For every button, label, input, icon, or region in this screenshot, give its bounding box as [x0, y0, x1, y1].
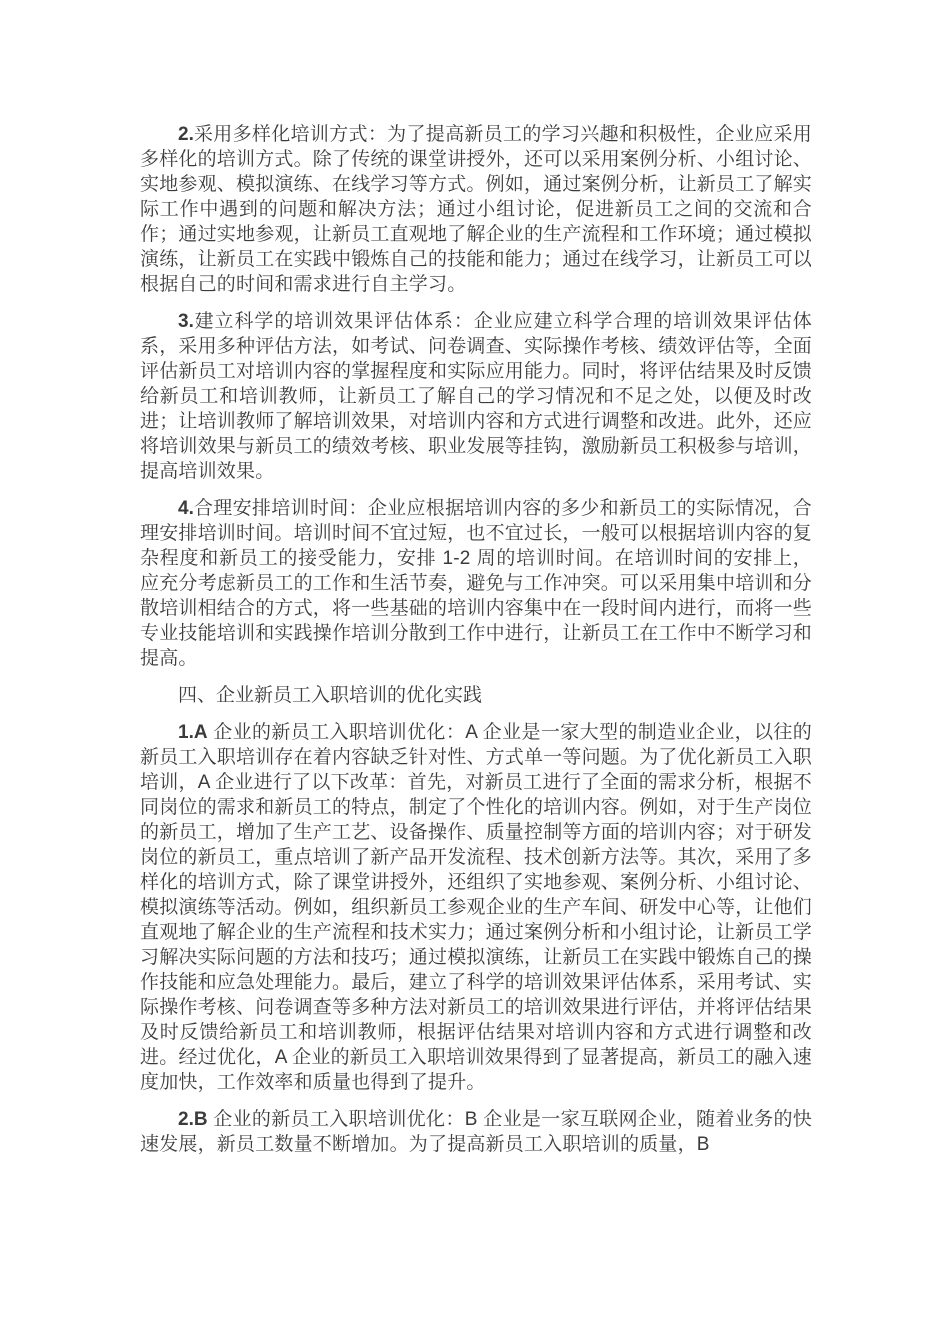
paragraph-3 — [140, 309, 812, 484]
paragraph-4 — [140, 496, 812, 671]
paragraph-2-text: 采用多样化培训方式：为了提高新员工的学习兴趣和积极性，企业应采用多样化的培训方式。除了传统的课堂讲授外，还可以采用案例分析、小组讨论、实地参观、模拟演练、在线学习等方式。例如，通过案例分析，让新员工了解实际工作中遇到的问题和解决方法；通过小组讨论，促进新员工之间的交流和合作；通过实地参观，让新员工直观地了解企业的生产流程和工作环境；通过模拟演练，让新员工在实践中锻炼自己的技能和能力；通过在线学习，让新员工可以根据自己的时间和需求进行自主学习。 — [140, 124, 813, 295]
document-content — [140, 122, 812, 1169]
paragraph-4-number: 4. — [178, 498, 194, 519]
paragraph-4-text: 合理安排培训时间：企业应根据培训内容的多少和新员工的实际情况，合理安排培训时间。培训时间不宜过短，也不宜过长，一般可以根据培训内容的复杂程度和新员工的接受能力，安排 1-2 周的培训时间。在培训时间的安排上，应充分考虑新员工的工作和生活节奏，避免与工作冲突。可以采用集中培训和分散培训相结合的方式，将一些基础的培训内容集中在一段时间内进行，而将一些专业技能培训和实践操作培训分散到工作中进行，让新员工在工作中不断学习和提高。 — [140, 498, 813, 669]
case-paragraph-2b-number: 2.B — [178, 1109, 208, 1130]
paragraph-2-number: 2. — [178, 124, 194, 145]
paragraph-3-number: 3. — [178, 311, 194, 332]
section-heading: 四、企业新员工入职培训的优化实践 — [178, 685, 483, 706]
paragraph-2 — [140, 122, 812, 297]
case-paragraph-1a-number: 1.A — [178, 722, 208, 743]
case-paragraph-1a — [140, 720, 812, 1095]
case-paragraph-2b-text: 企业的新员工入职培训优化：B 企业是一家互联网企业，随着业务的快速发展，新员工数量不断增加。为了提高新员工入职培训的质量，B — [140, 1109, 812, 1155]
case-paragraph-2b — [140, 1107, 812, 1157]
paragraph-3-text: 建立科学的培训效果评估体系：企业应建立科学合理的培训效果评估体系，采用多种评估方法，如考试、问卷调查、实际操作考核、绩效评估等，全面评估新员工对培训内容的掌握程度和实际应用能力。同时，将评估结果及时反馈给新员工和培训教师，让新员工了解自己的学习情况和不足之处，以便及时改进；让培训教师了解培训效果，对培训内容和方式进行调整和改进。此外，还应将培训效果与新员工的绩效考核、职业发展等挂钩，激励新员工积极参与培训，提高培训效果。 — [140, 311, 813, 482]
case-paragraph-1a-text: 企业的新员工入职培训优化：A 企业是一家大型的制造业企业，以往的新员工入职培训存在着内容缺乏针对性、方式单一等问题。为了优化新员工入职培训，A 企业进行了以下改革：首先，对新员工进行了全面的需求分析，根据不同岗位的需求和新员工的特点，制定了个性化的培训内容。例如，对于生产岗位的新员工，增加了生产工艺、设备操作、质量控制等方面的培训内容；对于研发岗位的新员工，重点培训了新产品开发流程、技术创新方法等。其次，采用了多样化的培训方式，除了课堂讲授外，还组织了实地参观、案例分析、小组讨论、模拟演练等活动。例如，组织新员工参观企业的生产车间、研发中心等，让他们直观地了解企业的生产流程和技术实力；通过案例分析和小组讨论，让新员工学习解决实际问题的方法和技巧；通过模拟演练，让新员工在实践中锻炼自己的操作技能和应急处理能力。最后，建立了科学的培训效果评估体系，采用考试、实际操作考核、问卷调查等多种方法对新员工的培训效果进行评估，并将评估结果及时反馈给新员工和培训教师，根据评估结果对培训内容和方式进行调整和改进。经过优化，A 企业的新员工入职培训效果得到了显著提高，新员工的融入速度加快，工作效率和质量也得到了提升。 — [140, 722, 813, 1093]
